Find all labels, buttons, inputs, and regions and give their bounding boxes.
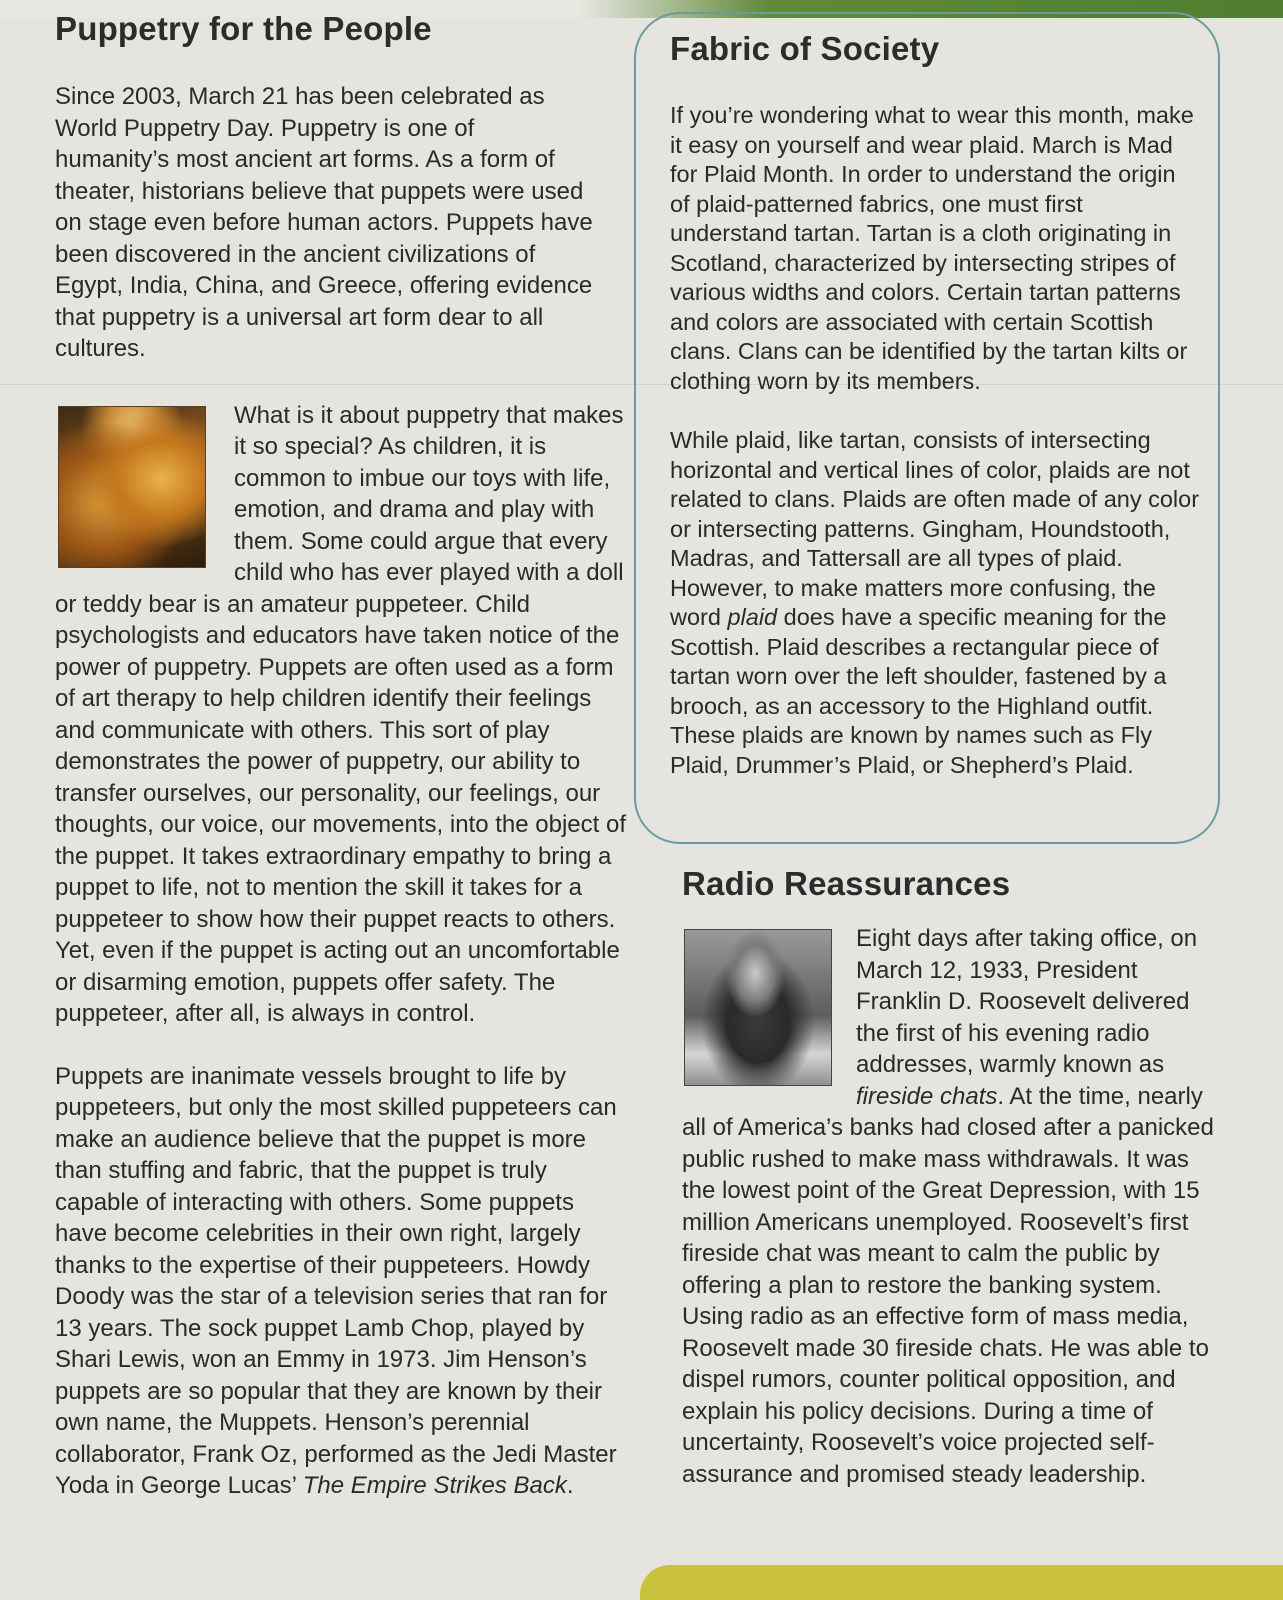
fabric-paragraph-1: If you’re wondering what to wear this month, make it easy on yourself and wear plaid. March is Mad for Plaid Month. In order to understand the origin of plaid-patterned fabrics, one must first understand tartan. Tartan is a cloth originating in Scotland, characterized by intersecting stripes of various widths and colors. Certain tartan patterns and colors are associated with certain Scottish clans. Clans can be identified by the tartan kilts or clothing worn by its members. (670, 102, 1194, 394)
puppetry-paragraph-2: What is it about puppetry that makes it so special? As children, it is common to imbue our toys with life, emotion, and drama and play with them. Some could argue that every child who has ever played with a doll or teddy bear is an amateur puppeteer. Child psychologists and educators have taken notice of the power of puppetry. Puppets are often used as a form of art therapy to help children identify their feelings and communicate with others. This sort of play demonstrates the power of puppetry, our ability to transfer ourselves, our personality, our feelings, our thoughts, our voice, our movements, into the object of the puppet. It takes extraordinary empathy to bring a puppet to life, not to mention the skill it takes for a puppeteer to show how their puppet reacts to others. Yet, even if the puppet is acting out an uncomfortable or disarming emotion, puppets offer safety. The puppeteer, after all, is always in control. (55, 401, 626, 1027)
radio-paragraph-start: Eight days after taking office, on March 12, 1933, President Franklin D. Roosevelt delivered the first of his evening radio addresses, warmly known as (856, 925, 1198, 1078)
fabric-paragraph-2 (670, 426, 1200, 780)
radio-article (682, 865, 1222, 1490)
fireside-chats-term: fireside chats (856, 1082, 998, 1110)
fabric-paragraph-2-start: While plaid, like tartan, consists of intersecting horizontal and vertical lines of color, plaids are not related to clans. Plaids are often made of any color or intersecting patterns. Gingham, Houndstooth, Madras, and Tattersall are all types of plaid. However, to make matters more confusing, the word (670, 427, 1200, 630)
puppet-photo (58, 406, 206, 568)
film-title: The Empire Strikes Back (302, 1472, 567, 1499)
radio-paragraph-end: . At the time, nearly all of America’s banks had closed after a panicked public rushed to make mass withdrawals. It was the lowest point of the Great Depression, with 15 million Americans unemployed. Roosevelt’s first fireside chat was meant to calm the public by offering a plan to restore the banking system. Using radio as an effective form of mass media, Roosevelt made 30 fireside chats. He was able to dispel rumors, counter political opposition, and explain his policy decisions. During a time of uncertainty, Roosevelt’s voice projected self-assurance and promised steady leadership. (682, 1082, 1214, 1488)
fabric-article (670, 30, 1200, 780)
puppetry-paragraph-3-text: Puppets are inanimate vessels brought to life by puppeteers, but only the most skilled puppeteers can make an audience believe that the puppet is more than stuffing and fabric, that the puppet is truly capable of interacting with others. Some puppets have become celebrities in their own right, largely thanks to the expertise of their puppeteers. Howdy Doody was the star of a television series that ran for 13 years. The sock puppet Lamb Chop, played by Shari Lewis, won an Emmy in 1973. Jim Henson’s puppets are so popular that they are known by their own name, the Muppets. Henson’s perennial collaborator, Frank Oz, performed as the Jedi Master Yoda in George Lucas’ (55, 1062, 617, 1499)
radio-title: Radio Reassurances (682, 865, 1011, 902)
plaid-term: plaid (727, 604, 778, 630)
bottom-color-band (640, 1565, 1283, 1600)
fabric-title: Fabric of Society (670, 30, 940, 67)
roosevelt-photo (684, 929, 832, 1086)
radio-body (682, 923, 1222, 1490)
puppetry-paragraph-1: Since 2003, March 21 has been celebrated as World Puppetry Day. Puppetry is one of humanity’s most ancient art forms. As a form of theater, historians believe that puppets were used on stage even before human actors. Puppets have been discovered in the ancient civilizations of Egypt, India, China, and Greece, offering evidence that puppetry is a universal art form dear to all cultures. (55, 83, 593, 362)
puppetry-section-2 (55, 400, 630, 1030)
puppetry-title: Puppetry for the People (55, 10, 432, 47)
puppetry-paragraph-3-end: . (566, 1472, 574, 1499)
puppetry-article (55, 10, 630, 1502)
fabric-paragraph-2-end: does have a specific meaning for the Scottish. Plaid describes a rectangular piece of tartan worn over the left shoulder, fastened by a brooch, as an accessory to the Highland outfit. These plaids are known by names such as Fly Plaid, Drummer’s Plaid, or Shepherd’s Plaid. (670, 604, 1167, 778)
puppetry-paragraph-3 (55, 1061, 630, 1502)
